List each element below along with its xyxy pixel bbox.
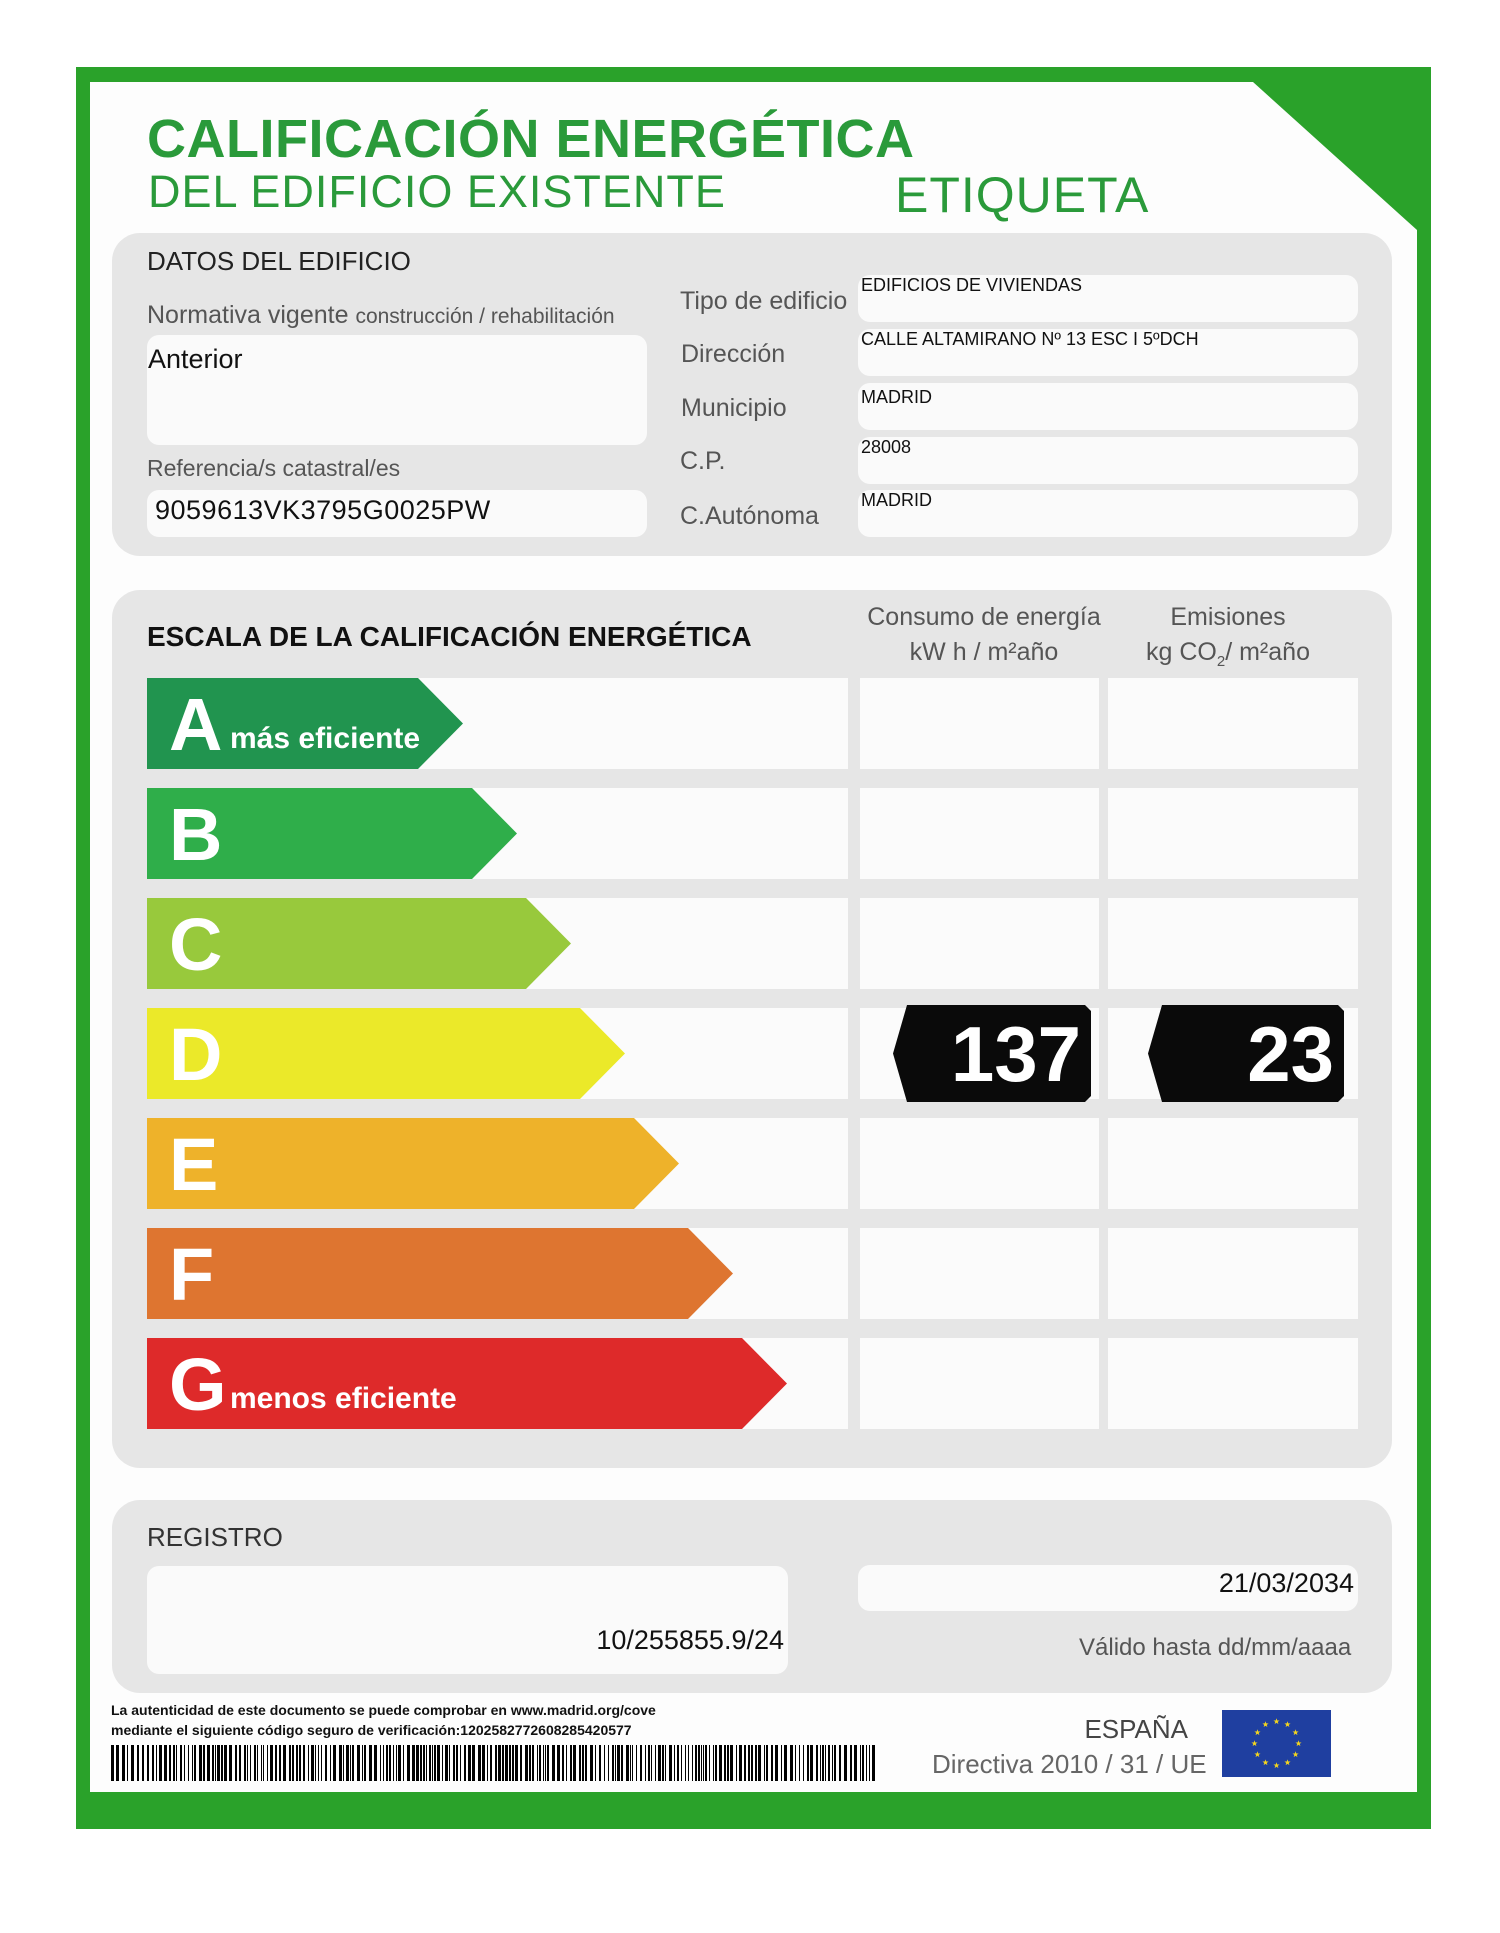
barcode-bar [828, 1745, 830, 1781]
postal-code-value: 28008 [861, 437, 912, 457]
barcode-bar [730, 1745, 733, 1781]
barcode-bar [872, 1745, 875, 1781]
barcode-bar [665, 1745, 666, 1781]
barcode-bar [468, 1745, 471, 1781]
barcode-bar [257, 1745, 258, 1781]
verification-barcode [111, 1745, 878, 1781]
barcode-bar [217, 1745, 220, 1781]
barcode-bar [645, 1745, 646, 1781]
emissions-header-unit: kg CO [1146, 638, 1217, 666]
barcode-bar [279, 1745, 281, 1781]
postal-code-label: C.P. [680, 447, 726, 475]
rating-bar-e [147, 1118, 679, 1209]
barcode-bar [180, 1745, 182, 1781]
barcode-bar [807, 1745, 809, 1781]
barcode-bar [839, 1745, 841, 1781]
building-type-value: EDIFICIOS DE VIVIENDAS [861, 275, 1083, 295]
barcode-bar [122, 1745, 125, 1781]
barcode-bar [860, 1745, 861, 1781]
barcode-bar [695, 1745, 697, 1781]
barcode-bar [582, 1745, 584, 1781]
rating-letter-f: F [169, 1233, 215, 1316]
consumption-header-line1: Consumo de energía [867, 603, 1101, 631]
barcode-bar [343, 1745, 344, 1781]
barcode-bar [215, 1745, 216, 1781]
consumption-cell [860, 898, 1099, 989]
barcode-bar [142, 1745, 144, 1781]
authenticity-line2: mediante el siguiente código seguro de verificación:1202582772608285420577 [111, 1722, 632, 1738]
emissions-indicator-value: 23 [1247, 1010, 1334, 1098]
barcode-bar [434, 1745, 436, 1781]
rating-arrow-fill [147, 1118, 679, 1209]
barcode-bar [432, 1745, 433, 1781]
barcode-bar [420, 1745, 422, 1781]
barcode-bar [688, 1745, 689, 1781]
eu-flag-icon [1222, 1710, 1331, 1777]
emissions-cell [1108, 898, 1358, 989]
barcode-bar [608, 1745, 609, 1781]
barcode-bar [509, 1745, 511, 1781]
barcode-bar [719, 1745, 722, 1781]
title-label: ETIQUETA [895, 167, 1150, 223]
barcode-bar [207, 1745, 210, 1781]
rating-letter-g: G [169, 1343, 227, 1426]
barcode-bar [566, 1745, 567, 1781]
barcode-bar [380, 1745, 381, 1781]
barcode-bar [781, 1745, 782, 1781]
barcode-bar [164, 1745, 167, 1781]
rating-letter-b: B [169, 793, 223, 876]
barcode-bar [460, 1745, 461, 1781]
barcode-bar [156, 1745, 157, 1781]
valid-until-value: 21/03/2034 [1218, 1568, 1354, 1598]
rating-arrow-shape [147, 1118, 679, 1209]
barcode-bar [472, 1745, 475, 1781]
barcode-bar [239, 1745, 241, 1781]
barcode-bar [681, 1745, 682, 1781]
barcode-bar [478, 1745, 481, 1781]
barcode-bar [640, 1745, 642, 1781]
barcode-bar [127, 1745, 128, 1781]
barcode-bar [224, 1745, 227, 1781]
barcode-bar [854, 1745, 857, 1781]
barcode-bar [296, 1745, 298, 1781]
barcode-bar [275, 1745, 277, 1781]
barcode-bar [698, 1745, 700, 1781]
barcode-bar [539, 1745, 541, 1781]
authenticity-note [111, 1700, 656, 1740]
consumption-indicator [893, 1005, 1091, 1102]
barcode-bar [498, 1745, 501, 1781]
rating-letter-a: A [169, 683, 223, 766]
barcode-bar [445, 1745, 448, 1781]
barcode-bar [692, 1745, 693, 1781]
scale-section-title: ESCALA DE LA CALIFICACIÓN ENERGÉTICA [147, 621, 752, 652]
region-value: MADRID [861, 490, 932, 510]
consumption-cell [860, 1228, 1099, 1319]
barcode-bar [374, 1745, 377, 1781]
barcode-bar [617, 1745, 620, 1781]
barcode-bar [795, 1745, 796, 1781]
barcode-bar [799, 1745, 800, 1781]
barcode-bar [724, 1745, 726, 1781]
barcode-bar [199, 1745, 202, 1781]
barcode-bar [169, 1745, 171, 1781]
barcode-bar [658, 1745, 661, 1781]
barcode-bar [147, 1745, 149, 1781]
barcode-bar [537, 1745, 538, 1781]
barcode-bar [487, 1745, 488, 1781]
barcode-bar [339, 1745, 342, 1781]
barcode-bar [612, 1745, 614, 1781]
address-label: Dirección [681, 340, 786, 368]
barcode-bar [748, 1745, 750, 1781]
emissions-header-line1: Emisiones [1170, 603, 1286, 631]
barcode-bar [423, 1745, 425, 1781]
barcode-bar [346, 1745, 349, 1781]
barcode-bar [464, 1745, 466, 1781]
barcode-bar [751, 1745, 753, 1781]
barcode-bar [176, 1745, 177, 1781]
valid-until-label: Válido hasta dd/mm/aaaa [1079, 1634, 1352, 1661]
barcode-bar [184, 1745, 185, 1781]
barcode-bar [333, 1745, 336, 1781]
barcode-bar [615, 1745, 616, 1781]
barcode-bar [744, 1745, 746, 1781]
barcode-bar [775, 1745, 778, 1781]
regulation-label-detail: construcción / rehabilitación [355, 305, 615, 328]
barcode-bar [389, 1745, 391, 1781]
barcode-bar [505, 1745, 508, 1781]
barcode-bar [685, 1745, 686, 1781]
barcode-bar [235, 1745, 237, 1781]
consumption-cell [860, 788, 1099, 879]
barcode-bar [662, 1745, 664, 1781]
barcode-bar [844, 1745, 847, 1781]
barcode-bar [869, 1745, 870, 1781]
barcode-bar [632, 1745, 633, 1781]
barcode-bar [736, 1745, 737, 1781]
barcode-bar [850, 1745, 852, 1781]
barcode-bar [570, 1745, 572, 1781]
barcode-bar [416, 1745, 419, 1781]
barcode-bar [651, 1745, 652, 1781]
emissions-header-unit-rest: / m²año [1225, 638, 1310, 666]
barcode-bar [621, 1745, 623, 1781]
barcode-bar [315, 1745, 316, 1781]
barcode-bar [254, 1745, 256, 1781]
barcode-bar [816, 1745, 818, 1781]
barcode-bar [407, 1745, 410, 1781]
barcode-bar [557, 1745, 560, 1781]
registry-number-field [147, 1566, 788, 1674]
cadastral-label: Referencia/s catastral/es [147, 455, 401, 481]
barcode-bar [758, 1745, 761, 1781]
barcode-bar [364, 1745, 366, 1781]
barcode-bar [131, 1745, 134, 1781]
barcode-bar [790, 1745, 793, 1781]
barcode-bar [203, 1745, 205, 1781]
barcode-bar [194, 1745, 196, 1781]
barcode-bar [562, 1745, 564, 1781]
barcode-bar [403, 1745, 404, 1781]
barcode-bar [250, 1745, 251, 1781]
barcode-bar [552, 1745, 555, 1781]
barcode-bar [595, 1745, 596, 1781]
barcode-bar [727, 1745, 729, 1781]
barcode-bar [825, 1745, 826, 1781]
barcode-bar [677, 1745, 679, 1781]
municipality-field [858, 383, 1358, 430]
barcode-bar [579, 1745, 581, 1781]
barcode-bar [705, 1745, 707, 1781]
emissions-cell [1108, 1338, 1358, 1429]
barcode-bar [482, 1745, 485, 1781]
title-existing-building: DEL EDIFICIO EXISTENTE [148, 166, 726, 217]
emissions-cell [1108, 678, 1358, 769]
registry-number: 10/255855.9/24 [596, 1625, 784, 1655]
barcode-bar [739, 1745, 742, 1781]
barcode-bar [270, 1745, 273, 1781]
title-energy-rating: CALIFICACIÓN ENERGÉTICA [147, 109, 915, 169]
postal-code-field [858, 437, 1358, 484]
barcode-bar [834, 1745, 836, 1781]
barcode-bar [292, 1745, 294, 1781]
barcode-bar [299, 1745, 301, 1781]
barcode-bar [111, 1745, 114, 1781]
barcode-bar [330, 1745, 331, 1781]
barcode-bar [803, 1745, 804, 1781]
emissions-cell [1108, 788, 1358, 879]
consumption-cell [860, 1118, 1099, 1209]
emissions-cell [1108, 1118, 1358, 1209]
barcode-bar [626, 1745, 629, 1781]
barcode-bar [701, 1745, 702, 1781]
barcode-bar [456, 1745, 458, 1781]
emissions-header-subscript: 2 [1216, 653, 1226, 670]
barcode-bar [159, 1745, 162, 1781]
barcode-bar [192, 1745, 193, 1781]
barcode-bar [229, 1745, 232, 1781]
barcode-bar [771, 1745, 773, 1781]
barcode-bar [289, 1745, 291, 1781]
municipality-value: MADRID [861, 387, 932, 407]
regulation-label-main: Normativa vigente [147, 301, 349, 329]
regulation-value: Anterior [148, 344, 243, 374]
barcode-bar [116, 1745, 119, 1781]
barcode-bar [599, 1745, 601, 1781]
barcode-bar [512, 1745, 515, 1781]
barcode-bar [585, 1745, 587, 1781]
emissions-indicator [1148, 1005, 1344, 1102]
barcode-bar [369, 1745, 372, 1781]
registry-section-title: REGISTRO [147, 1522, 283, 1552]
barcode-bar [515, 1745, 518, 1781]
barcode-bar [532, 1745, 534, 1781]
barcode-bar [655, 1745, 656, 1781]
barcode-bar [495, 1745, 497, 1781]
barcode-bar [822, 1745, 824, 1781]
barcode-bar [674, 1745, 675, 1781]
barcode-bar [703, 1745, 704, 1781]
barcode-bar [636, 1745, 637, 1781]
barcode-bar [152, 1745, 154, 1781]
eu-flag-graphic [1222, 1710, 1331, 1777]
barcode-bar [525, 1745, 528, 1781]
barcode-bar [810, 1745, 813, 1781]
barcode-bar [412, 1745, 415, 1781]
rating-bar-f [147, 1228, 733, 1319]
directive-label: Directiva 2010 / 31 / UE [932, 1749, 1207, 1779]
rating-sublabel-g: menos eficiente [230, 1382, 457, 1415]
barcode-bar [866, 1745, 867, 1781]
barcode-bar [862, 1745, 864, 1781]
region-field [858, 490, 1358, 537]
barcode-bar [820, 1745, 821, 1781]
rating-letter-e: E [169, 1123, 219, 1206]
rating-sublabel-a: más eficiente [230, 722, 421, 755]
barcode-bar [784, 1745, 787, 1781]
barcode-bar [173, 1745, 175, 1781]
authenticity-line1: La autenticidad de este documento se puede comprobar en www.madrid.org/cove [111, 1702, 656, 1718]
barcode-bar [350, 1745, 351, 1781]
cadastral-value: 9059613VK3795G0025PW [155, 495, 491, 525]
regulation-label [147, 301, 615, 330]
barcode-bar [449, 1745, 450, 1781]
barcode-bar [263, 1745, 264, 1781]
barcode-bar [442, 1745, 443, 1781]
barcode-bar [318, 1745, 319, 1781]
barcode-bar [529, 1745, 531, 1781]
barcode-bar [221, 1745, 223, 1781]
barcode-bar [247, 1745, 248, 1781]
barcode-bar [429, 1745, 431, 1781]
barcode-bar [715, 1745, 717, 1781]
consumption-cell [860, 678, 1099, 769]
address-value: CALLE ALTAMIRANO Nº 13 ESC I 5ºDCH [861, 329, 1199, 349]
barcode-bar [362, 1745, 363, 1781]
barcode-bar [547, 1745, 549, 1781]
rating-letter-d: D [169, 1013, 223, 1096]
barcode-bar [453, 1745, 455, 1781]
barcode-bar [396, 1745, 397, 1781]
rating-arrow-shape [147, 1228, 733, 1319]
barcode-bar [764, 1745, 765, 1781]
barcode-bar [648, 1745, 650, 1781]
emissions-header-line2 [1114, 638, 1342, 670]
barcode-bar [669, 1745, 672, 1781]
building-section-title: DATOS DEL EDIFICIO [147, 246, 411, 276]
barcode-bar [393, 1745, 394, 1781]
barcode-bar [321, 1745, 322, 1781]
barcode-bar [188, 1745, 189, 1781]
consumption-cell [860, 1338, 1099, 1429]
barcode-bar [137, 1745, 139, 1781]
consumption-indicator-value: 137 [950, 1010, 1081, 1098]
barcode-bar [325, 1745, 327, 1781]
barcode-bar [383, 1745, 384, 1781]
barcode-bar [502, 1745, 504, 1781]
barcode-bar [303, 1745, 305, 1781]
barcode-bar [573, 1745, 576, 1781]
barcode-bar [386, 1745, 388, 1781]
barcode-bar [352, 1745, 354, 1781]
barcode-bar [630, 1745, 631, 1781]
rating-letter-c: C [169, 903, 223, 986]
barcode-bar [545, 1745, 546, 1781]
emissions-header [1114, 603, 1342, 670]
barcode-bar [590, 1745, 593, 1781]
barcode-bar [520, 1745, 522, 1781]
barcode-bar [713, 1745, 714, 1781]
building-type-label: Tipo de edificio [680, 287, 848, 315]
barcode-bar [311, 1745, 314, 1781]
barcode-bar [604, 1745, 605, 1781]
barcode-bar [490, 1745, 492, 1781]
region-label: C.Autónoma [680, 502, 819, 530]
barcode-bar [398, 1745, 401, 1781]
consumption-header-line2: kW h / m²año [909, 638, 1059, 666]
barcode-bar [543, 1745, 544, 1781]
barcode-bar [426, 1745, 427, 1781]
barcode-bar [766, 1745, 768, 1781]
consumption-header [864, 603, 1104, 667]
barcode-bar [755, 1745, 757, 1781]
country-label: ESPAÑA [1084, 1714, 1188, 1744]
barcode-bar [308, 1745, 309, 1781]
barcode-bar [437, 1745, 440, 1781]
municipality-label: Municipio [681, 394, 787, 422]
barcode-bar [709, 1745, 710, 1781]
barcode-bar [832, 1745, 833, 1781]
emissions-cell [1108, 1228, 1358, 1319]
barcode-bar [212, 1745, 214, 1781]
rating-arrow-fill [147, 1228, 733, 1319]
barcode-bar [357, 1745, 360, 1781]
barcode-bar [261, 1745, 262, 1781]
barcode-bar [283, 1745, 286, 1781]
barcode-bar [244, 1745, 246, 1781]
barcode-bar [267, 1745, 268, 1781]
